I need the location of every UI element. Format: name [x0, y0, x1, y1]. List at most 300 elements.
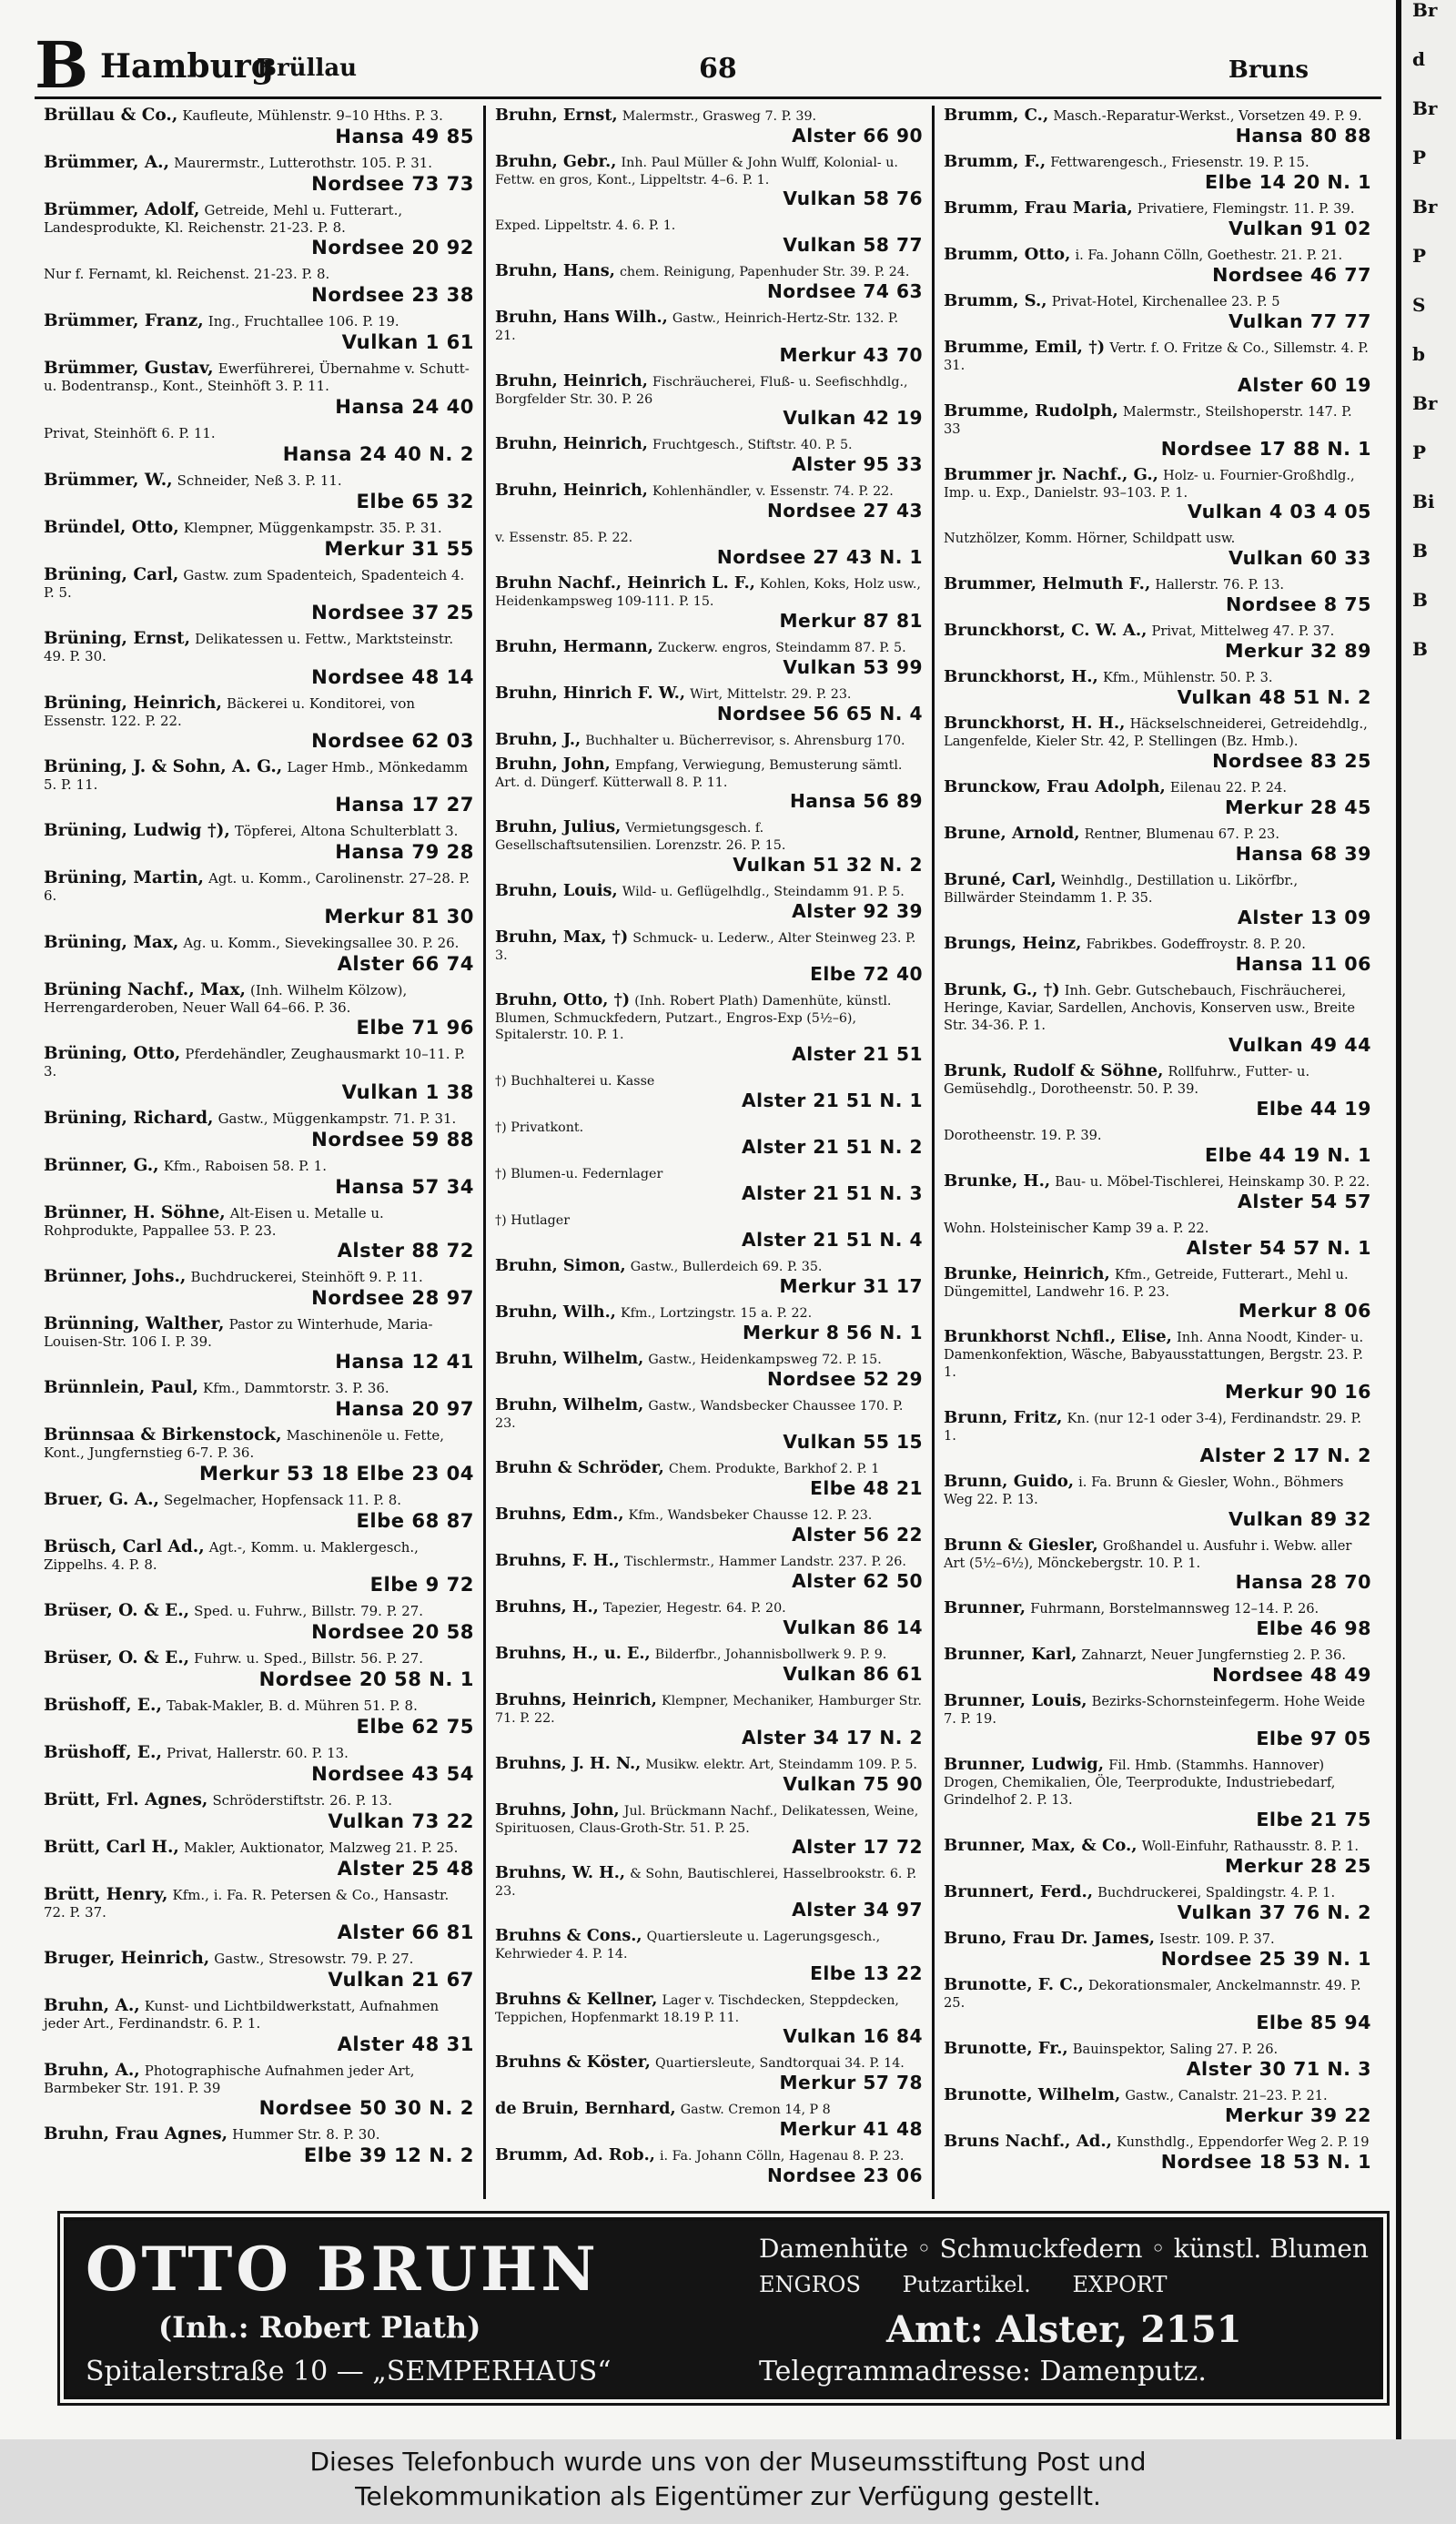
ad-phone: Amt: Alster, 2151	[886, 2308, 1242, 2351]
listing-entry	[44, 821, 474, 863]
listing-entry	[495, 1754, 923, 1795]
entry-details: Privat, Mittelweg 47. P. 37.	[1151, 623, 1335, 640]
entry-phone-number: Alster 2 17 N. 2	[1199, 1444, 1371, 1466]
entry-details: Quartiersleute, Sandtorquai 34. P. 14.	[654, 2056, 905, 2072]
entry-phone-number: Alster 21 51 N. 2	[742, 1135, 923, 1158]
entry-details: Agt. u. Komm., Carolinenstr. 27–28. P. 6.	[44, 870, 470, 905]
entry-phone-number: Merkur 43 70	[779, 343, 923, 366]
entry-details: (Inh. Robert Plath) Damenhüte, künstl. Blumen, Schmuckfedern, Putzart., Engros-Exp (5½–6), Spitalerstr. 10. P. 1.	[495, 993, 892, 1043]
listing-entry	[495, 1256, 923, 1297]
entry-details: Kunsthdlg., Eppendorfer Weg 2. P. 19	[1117, 2134, 1370, 2150]
entry-name: Brünning, Walther,	[44, 1313, 225, 1333]
column-3	[932, 106, 1380, 2199]
listing-entry	[44, 1537, 474, 1596]
entry-phone-number: Vulkan 86 61	[783, 1663, 923, 1686]
entry-details: Maurermstr., Lutterothstr. 105. P. 31.	[174, 155, 433, 171]
entry-phone-number: Hansa 17 27	[335, 793, 474, 816]
listing-entry	[944, 401, 1371, 460]
entry-details: Bezirks-Schornsteinfegerm. Hohe Weide 7. P. 19.	[944, 1694, 1366, 1728]
entry-details: Rentner, Blumenau 67. P. 23.	[1084, 826, 1279, 843]
entry-phone-number: Nordsee 28 97	[311, 1285, 474, 1309]
range-from: Brüllau	[257, 55, 358, 82]
entry-name: Brumm, F.,	[944, 152, 1046, 171]
entry-phone-number: Elbe 72 40	[810, 962, 923, 985]
entry-details: Fettwarengesch., Friesenstr. 19. P. 15.	[1050, 155, 1309, 170]
listing-entry	[944, 1408, 1371, 1466]
entry-phone-number: Alster 34 97	[792, 1899, 923, 1921]
entry-phone-number: Alster 21 51 N. 4	[742, 1228, 923, 1251]
entry-phone-number: Vulkan 51 32 N. 2	[733, 853, 923, 876]
entry-phone-number: Nordsee 46 77	[1212, 264, 1371, 286]
entry-phone-number: Vulkan 89 32	[1228, 1507, 1371, 1530]
entry-details: i. Fa. Brunn & Giesler, Wohn., Böhmers Weg 22. P. 13.	[944, 1474, 1344, 1507]
listing-entry	[495, 2099, 923, 2140]
entry-phone-number: Vulkan 58 77	[783, 234, 923, 257]
entry-details: Lager v. Tischdecken, Steppdecken, Teppichen, Hopfenmarkt 18.19 P. 11.	[495, 1992, 899, 2025]
entry-name: Bruhn, Hans Wilh.,	[495, 308, 668, 328]
entry-name: Brunotte, Wilhelm,	[944, 2084, 1121, 2104]
entry-name: Bruhns & Köster,	[495, 2053, 651, 2073]
entry-details: Buchdruckerei, Spaldingstr. 4. P. 1.	[1097, 1884, 1336, 1901]
entry-details: Kohlen, Koks, Holz usw., Heidenkampsweg 109-111. P. 15.	[495, 577, 921, 610]
listing-entry	[495, 215, 923, 256]
ad-owner: (Inh.: Robert Plath)	[158, 2310, 481, 2345]
listing-entry	[944, 824, 1371, 865]
entry-details: Fabrikbes. Godeffroystr. 8. P. 20.	[1086, 937, 1306, 953]
entry-details: Buchhalter u. Bücherrevisor, s. Ahrensburg 170.	[585, 733, 905, 748]
entry-phone-number: Alster 92 39	[792, 899, 923, 922]
ad-telegram-address: Telegrammadresse: Damenputz.	[759, 2356, 1207, 2387]
entry-name: Brümmer, Franz,	[44, 311, 204, 331]
entry-name: Brungs, Heinz,	[944, 934, 1082, 954]
entry-phone-number: Merkur 57 78	[779, 2072, 923, 2094]
entry-details: i. Fa. Johann Cölln, Goethestr. 21. P. 21.	[1075, 248, 1343, 263]
entry-details: Klempner, Mechaniker, Hamburger Str. 71. P. 22.	[495, 1694, 922, 1727]
entry-phone-number: Nordsee 83 25	[1212, 750, 1371, 773]
listing-entry	[944, 152, 1371, 193]
listing-entry	[44, 980, 474, 1039]
listing-entry	[944, 1598, 1371, 1639]
edge-letter: Br	[1412, 0, 1438, 21]
entry-details: Töpferei, Altona Schulterblatt 3.	[234, 823, 459, 840]
listing-entry	[495, 527, 923, 568]
listing-entry	[944, 1645, 1371, 1686]
entry-details: Buchdruckerei, Steinhöft 9. P. 11.	[190, 1268, 423, 1285]
listing-entry	[44, 423, 474, 465]
entry-name: Bruhn, Hermann,	[495, 636, 653, 656]
listing-entry	[44, 565, 474, 623]
entry-phone-number: Hansa 57 34	[335, 1174, 474, 1198]
entry-details: Bau- u. Möbel-Tischlerei, Heinskamp 30. P. 22.	[1055, 1173, 1370, 1190]
entry-name: Bruhn, Gebr.,	[495, 152, 617, 171]
listing-entry	[944, 2039, 1371, 2080]
entry-phone-number: Elbe 62 75	[356, 1715, 474, 1738]
entry-name: Brunckow, Frau Adolph,	[944, 777, 1166, 797]
listing-entry	[44, 1743, 474, 1785]
listing-entry	[495, 1863, 923, 1921]
listing-entry	[44, 1996, 474, 2054]
listing-entry	[495, 2145, 923, 2186]
entry-details: Holz- u. Fournier-Großhdlg., Imp. u. Exp., Danielstr. 93–103. P. 1.	[944, 467, 1355, 501]
entry-name: Bruhn & Schröder,	[495, 1458, 664, 1478]
entry-name: Bruhn Nachf., Heinrich L. F.,	[495, 573, 755, 593]
entry-details: Privat, Hallerstr. 60. P. 13.	[166, 1745, 349, 1762]
entry-phone-number: Merkur 32 89	[1224, 640, 1371, 663]
entry-name: Bruhn, Heinrich,	[495, 481, 648, 501]
entry-phone-number: Nordsee 37 25	[311, 601, 474, 624]
entry-details: Inh. Gebr. Gutschebauch, Fischräucherei, Heringe, Kaviar, Sardellen, Anchovis, Konserven usw., Breite Str. 34-36. P. 1.	[944, 983, 1356, 1033]
entry-details: †) Hutlager	[495, 1212, 571, 1228]
entry-name: Brünner, H. Söhne,	[44, 1202, 226, 1222]
entry-details: Kohlenhändler, v. Essenstr. 74. P. 22.	[652, 484, 894, 500]
range-to: Bruns	[1228, 56, 1309, 84]
entry-details: (Inh. Wilhelm Kölzow), Herrengarderoben, Neuer Wall 64–66. P. 36.	[44, 981, 408, 1016]
entry-phone-number: Nordsee 27 43	[766, 500, 923, 522]
listing-entry	[495, 1117, 923, 1158]
entry-phone-number: Nordsee 48 14	[311, 664, 474, 688]
entry-phone-number: Alster 25 48	[337, 1857, 474, 1880]
entry-name: Bruhns, H., u. E.,	[495, 1644, 651, 1664]
entry-phone-number: Nordsee 73 73	[311, 172, 474, 195]
listing-entry	[944, 1125, 1371, 1166]
entry-phone-number: Vulkan 48 51 N. 2	[1177, 686, 1371, 709]
column-1	[35, 106, 483, 2199]
provenance-footer	[0, 2439, 1456, 2524]
entry-name: Brünnlein, Paul,	[44, 1378, 198, 1398]
edge-letter: b	[1412, 343, 1425, 365]
entry-details: Gastw., Wandsbecker Chaussee 170. P. 23.	[495, 1398, 904, 1431]
entry-details: Kunst- und Lichtbildwerkstatt, Aufnahmen jeder Art., Ferdinandstr. 6. P. 1.	[44, 1998, 440, 2032]
listing-entry	[495, 1070, 923, 1111]
entry-details: Eilenau 22. P. 24.	[1169, 780, 1288, 796]
entry-details: Zahnarzt, Neuer Jungfernstieg 2. P. 36.	[1081, 1647, 1346, 1664]
entry-phone-number: Alster 13 09	[1237, 907, 1371, 929]
entry-phone-number: Merkur 39 22	[1224, 2103, 1371, 2126]
entry-details: Fil. Hmb. (Stammhs. Hannover) Drogen, Chemikalien, Öle, Teerprodukte, Industriebedarf, Grindelhof 2. P. 13.	[944, 1758, 1336, 1808]
entry-phone-number: Alster 21 51 N. 1	[742, 1089, 923, 1111]
listing-entry	[495, 371, 923, 429]
entry-phone-number: Merkur 8 56 N. 1	[742, 1321, 923, 1343]
entry-phone-number: Vulkan 1 61	[341, 330, 474, 354]
entry-name: de Bruin, Bernhard,	[495, 2099, 676, 2119]
entry-phone-number: Elbe 97 05	[1256, 1728, 1371, 1750]
entry-name: Brünner, G.,	[44, 1155, 159, 1175]
entry-details: & Sohn, Bautischlerei, Hasselbrookstr. 6. P. 23.	[495, 1867, 917, 1900]
entry-phone-number: Merkur 87 81	[779, 609, 923, 632]
entry-phone-number: Vulkan 77 77	[1228, 310, 1371, 332]
entry-details: Exped. Lippeltstr. 4. 6. P. 1.	[495, 218, 676, 234]
entry-details: Gastw., Heidenkampsweg 72. P. 15.	[648, 1352, 882, 1367]
listing-entry	[944, 1536, 1371, 1594]
listing-entry	[44, 1696, 474, 1738]
entry-details: Kfm., Lortzingstr. 15 a. P. 22.	[620, 1305, 813, 1321]
entry-name: Brumm, Ad. Rob.,	[495, 2145, 655, 2165]
entry-details: Masch.-Reparatur-Werkst., Vorsetzen 49. P. 9.	[1053, 108, 1362, 124]
entry-details: Lager Hmb., Mönkedamm 5. P. 11.	[44, 758, 469, 793]
entry-details: Wohn. Holsteinischer Kamp 39 a. P. 22.	[944, 1220, 1209, 1236]
entry-phone-number: Hansa 79 28	[335, 840, 474, 864]
entry-name: Brüser, O. & E.,	[44, 1648, 190, 1668]
entry-name: Brümmer, Adolf,	[44, 200, 200, 219]
entry-name: Bruhns, H.,	[495, 1597, 599, 1617]
column-2	[483, 106, 932, 2199]
entry-details: Dekorationsmaler, Anckelmannstr. 49. P. 25.	[944, 1977, 1361, 2011]
listing-entry	[944, 574, 1371, 615]
entry-phone-number: Alster 54 57	[1237, 1190, 1371, 1212]
listing-columns	[35, 106, 1381, 2199]
listing-entry	[44, 1314, 474, 1373]
entry-name: Bruhn, John,	[495, 754, 611, 774]
entry-phone-number: Elbe 14 20 N. 1	[1205, 171, 1371, 193]
listing-entry	[44, 2061, 474, 2119]
entry-details: †) Blumen-u. Federnlager	[495, 1166, 663, 1181]
listing-entry	[495, 1644, 923, 1685]
entry-details: Vertr. f. O. Fritze & Co., Sillemstr. 4. P. 31.	[944, 340, 1369, 373]
entry-phone-number: Merkur 90 16	[1224, 1380, 1371, 1403]
entry-phone-number: Merkur 28 45	[1224, 796, 1371, 819]
listing-entry	[944, 870, 1371, 928]
entry-phone-number: Hansa 20 97	[335, 1397, 474, 1421]
entry-phone-number: Alster 88 72	[337, 1238, 474, 1262]
entry-details: Schmuck- u. Lederw., Alter Steinweg 23. P. 3.	[495, 930, 916, 963]
entry-details: Hummer Str. 8. P. 30.	[232, 2126, 380, 2144]
entry-name: Bruhn, A.,	[44, 2060, 140, 2080]
listing-entry	[944, 980, 1371, 1056]
entry-name: Bruhn, Julius,	[495, 817, 622, 837]
entry-phone-number: Nordsee 20 58 N. 1	[258, 1667, 474, 1691]
entry-name: Brüning, Martin,	[44, 868, 204, 888]
listing-entry	[44, 471, 474, 512]
entry-phone-number: Elbe 46 98	[1256, 1617, 1371, 1640]
entry-details: Inh. Anna Noodt, Kinder- u. Damenkonfektion, Wäsche, Babyausstattungen, Bergstr. 23. P. 1.	[944, 1330, 1364, 1381]
entry-name: Brune, Arnold,	[944, 824, 1080, 844]
entry-name: Bruné, Carl,	[944, 870, 1057, 890]
edge-letter: Br	[1412, 97, 1438, 119]
listing-entry	[495, 481, 923, 522]
entry-phone-number: Merkur 31 55	[324, 536, 474, 560]
listing-entry	[944, 1755, 1371, 1830]
entry-name: Brunn, Fritz,	[944, 1407, 1063, 1427]
listing-entry	[495, 1210, 923, 1251]
entry-phone-number: Hansa 12 41	[335, 1350, 474, 1374]
listing-entry	[495, 927, 923, 985]
listing-entry	[495, 990, 923, 1065]
entry-phone-number: Nordsee 56 65 N. 4	[716, 702, 923, 725]
ad-engros-export: ENGROS Putzartikel. EXPORT	[759, 2272, 1168, 2297]
entry-details: Kfm., Raboisen 58. P. 1.	[163, 1157, 327, 1174]
listing-entry	[944, 245, 1371, 286]
entry-details: Alt-Eisen u. Metalle u. Rohprodukte, Pappallee 53. P. 23.	[44, 1204, 384, 1239]
entry-name: Brunner, Ludwig,	[944, 1755, 1105, 1775]
entry-details: Segelmacher, Hopfensack 11. P. 8.	[164, 1491, 402, 1508]
listing-entry	[944, 338, 1371, 396]
entry-name: Brummer jr. Nachf., G.,	[944, 464, 1158, 484]
listing-entry	[944, 106, 1371, 147]
entry-phone-number: Vulkan 53 99	[783, 655, 923, 678]
entry-details: Gastw., Müggenkampstr. 71. P. 31.	[217, 1110, 457, 1127]
entry-phone-number: Vulkan 55 15	[783, 1431, 923, 1454]
entry-name: Brümmer, W.,	[44, 470, 173, 490]
entry-name: Bruhn, Simon,	[495, 1255, 626, 1275]
entry-details: Klempner, Müggenkampstr. 35. P. 31.	[183, 519, 442, 536]
entry-details: Gastw., Canalstr. 21–23. P. 21.	[1125, 2087, 1328, 2103]
entry-phone-number: Alster 48 31	[337, 2032, 474, 2055]
entry-name: Bruhn, Louis,	[495, 880, 618, 900]
entry-details: Delikatessen u. Fettw., Marktsteinstr. 49. P. 30.	[44, 631, 454, 665]
listing-entry	[44, 153, 474, 195]
entry-name: Brüning, Richard,	[44, 1108, 214, 1128]
entry-details: Pferdehändler, Zeughausmarkt 10–11. P. 3.	[44, 1046, 465, 1080]
listing-entry	[44, 1109, 474, 1150]
listing-entry	[495, 1800, 923, 1858]
listing-entry	[944, 1929, 1371, 1970]
entry-details: Kn. (nur 12-1 oder 3-4), Ferdinandstr. 29. P. 1.	[944, 1410, 1361, 1444]
entry-details: Chem. Produkte, Barkhof 2. P. 1	[668, 1462, 880, 1477]
entry-details: Zuckerw. engros, Steindamm 87. P. 5.	[657, 640, 906, 655]
listing-entry	[44, 1490, 474, 1532]
entry-phone-number: Elbe 39 12 N. 2	[303, 2144, 474, 2167]
listing-entry	[44, 106, 474, 147]
listing-entry	[44, 2124, 474, 2166]
entry-name: Brunckhorst, C. W. A.,	[944, 621, 1148, 641]
edge-letter: P	[1412, 245, 1427, 267]
entry-details: Tischlermstr., Hammer Landstr. 237. P. 26.	[623, 1555, 906, 1570]
entry-details: Gastw. Cremon 14, P 8	[680, 2103, 831, 2118]
listing-entry	[495, 1303, 923, 1343]
entry-details: †) Buchhalterei u. Kasse	[495, 1073, 655, 1089]
entry-details: Isestr. 109. P. 37.	[1159, 1931, 1275, 1947]
listing-entry	[44, 868, 474, 927]
entry-details: Dorotheenstr. 19. P. 39.	[944, 1127, 1102, 1143]
listing-entry	[495, 1458, 923, 1499]
listing-entry	[495, 152, 923, 209]
listing-entry	[944, 465, 1371, 523]
entry-details: Bilderfbr., Johannisbollwerk 9. P. 9.	[654, 1647, 887, 1663]
entry-details: Fuhrw. u. Sped., Billstr. 56. P. 27.	[194, 1650, 423, 1667]
listing-entry	[495, 1926, 923, 1983]
entry-details: Fruchtgesch., Stiftstr. 40. P. 5.	[652, 438, 853, 453]
listing-entry	[944, 714, 1371, 772]
entry-name: Bruhn, A.,	[44, 1996, 140, 2016]
edge-letter: Bi	[1412, 491, 1435, 512]
listing-entry	[44, 1044, 474, 1102]
listing-entry	[44, 629, 474, 687]
edge-letter: P	[1412, 441, 1427, 463]
entry-name: Brunkhorst Nchfl., Elise,	[944, 1327, 1172, 1347]
edge-letter: d	[1412, 48, 1425, 70]
entry-phone-number: Nordsee 23 06	[766, 2164, 923, 2187]
entry-phone-number: Vulkan 86 14	[783, 1617, 923, 1639]
entry-name: Bruno, Frau Dr. James,	[944, 1928, 1156, 1948]
listing-entry	[495, 730, 923, 749]
entry-phone-number: Alster 56 22	[792, 1524, 923, 1546]
entry-details: Fuhrmann, Borstelmannsweg 12–14. P. 26.	[1030, 1601, 1320, 1617]
listing-entry	[944, 1327, 1371, 1403]
entry-details: Woll-Einfuhr, Rathausstr. 8. P. 1.	[1141, 1838, 1360, 1854]
entry-phone-number: Nordsee 62 03	[311, 728, 474, 752]
listing-entry	[44, 1425, 474, 1484]
entry-name: Brümmer, Gustav,	[44, 359, 214, 379]
entry-name: Bründel, Otto,	[44, 517, 179, 537]
entry-name: Brütt, Henry,	[44, 1885, 168, 1905]
listing-entry	[495, 684, 923, 725]
listing-entry	[944, 1691, 1371, 1749]
entry-details: †) Privatkont.	[495, 1120, 584, 1135]
entry-details: Agt.-, Komm. u. Maklergesch., Zippelhs. 4. P. 8.	[44, 1538, 419, 1573]
entry-phone-number: Nordsee 8 75	[1225, 593, 1371, 616]
listing-entry	[944, 1218, 1371, 1259]
entry-phone-number: Vulkan 49 44	[1228, 1033, 1371, 1056]
entry-phone-number: Alster 66 90	[792, 125, 923, 147]
listing-entry	[44, 359, 474, 417]
listing-entry	[44, 1156, 474, 1198]
entry-details: Bauinspektor, Saling 27. P. 26.	[1072, 2041, 1279, 2057]
listing-entry	[44, 1203, 474, 1262]
entry-name: Bruhn, Ernst,	[495, 106, 618, 125]
entry-name: Brummer, Helmuth F.,	[944, 574, 1151, 594]
entry-phone-number: Alster 34 17 N. 2	[742, 1726, 923, 1749]
edge-letter: B	[1412, 540, 1428, 562]
entry-details: Großhandel u. Ausfuhr i. Webw. aller Art (5½–6½), Mönckebergstr. 10. P. 1.	[944, 1537, 1352, 1571]
listing-entry	[944, 2085, 1371, 2126]
entry-details: Kfm., i. Fa. R. Petersen & Co., Hansastr. 72. P. 37.	[44, 1887, 450, 1921]
entry-details: Tabak-Makler, B. d. Mühren 51. P. 8.	[166, 1698, 418, 1715]
entry-details: Gastw., Heinrich-Hertz-Str. 132. P. 21.	[495, 311, 899, 344]
ad-address: Spitalerstraße 10 — „SEMPERHAUS“	[86, 2356, 612, 2387]
entry-details: Hallerstr. 76. P. 13.	[1155, 577, 1285, 593]
entry-phone-number: Hansa 56 89	[789, 790, 923, 813]
entry-name: Brüshoff, E.,	[44, 1696, 162, 1716]
entry-name: Brümmer, A.,	[44, 153, 170, 172]
entry-name: Bruhns & Cons.,	[495, 1926, 642, 1946]
page-header	[35, 27, 1381, 103]
entry-name: Bruhn, Frau Agnes,	[44, 2124, 228, 2144]
entry-phone-number: Elbe 44 19	[1256, 1097, 1371, 1120]
entry-name: Brüning, J. & Sohn, A. G.,	[44, 756, 283, 776]
listing-entry	[944, 1171, 1371, 1212]
edge-letter: P	[1412, 147, 1427, 168]
entry-phone-number: Elbe 21 75	[1256, 1808, 1371, 1830]
edge-letter: B	[1412, 638, 1428, 660]
entry-details: Gastw. zum Spadenteich, Spadenteich 4. P. 5.	[44, 566, 465, 601]
listing-entry	[944, 621, 1371, 662]
listing-entry	[44, 264, 474, 306]
entry-name: Brunner, Louis,	[944, 1691, 1087, 1711]
entry-details: Fischräucherei, Fluß- u. Seefischhdlg., Borgfelder Str. 30. P. 26	[495, 374, 908, 407]
entry-details: Gastw., Stresowstr. 79. P. 27.	[214, 1951, 414, 1968]
listing-entry	[495, 1505, 923, 1546]
entry-details: Photographische Aufnahmen jeder Art, Barmbeker Str. 191. P. 39	[44, 2062, 415, 2096]
entry-name: Brunotte, F. C.,	[944, 1974, 1084, 1994]
listing-entry	[44, 1949, 474, 1991]
listing-entry	[495, 1395, 923, 1453]
entry-details: Malermstr., Steilshoperstr. 147. P. 33	[944, 403, 1352, 437]
entry-name: Brüning, Ludwig †),	[44, 821, 230, 841]
listing-entry	[944, 2132, 1371, 2173]
listing-entry	[495, 755, 923, 812]
entry-details: Nur f. Fernamt, kl. Reichenst. 21-23. P. 8.	[44, 266, 330, 283]
entry-name: Bruhns, John,	[495, 1799, 620, 1820]
entry-phone-number: Alster 66 81	[337, 1921, 474, 1944]
listing-entry	[44, 694, 474, 752]
entry-phone-number: Elbe 13 22	[810, 1961, 923, 1984]
entry-name: Brütt, Carl H.,	[44, 1838, 179, 1858]
entry-details: Ing., Fruchtallee 106. P. 19.	[207, 313, 399, 330]
entry-name: Bruhn, Heinrich,	[495, 434, 648, 454]
entry-details: Weinhdlg., Destillation u. Likörfbr., Billwärder Steindamm 1. P. 35.	[944, 873, 1299, 907]
edge-letter: Br	[1412, 392, 1438, 414]
listing-entry	[44, 311, 474, 353]
